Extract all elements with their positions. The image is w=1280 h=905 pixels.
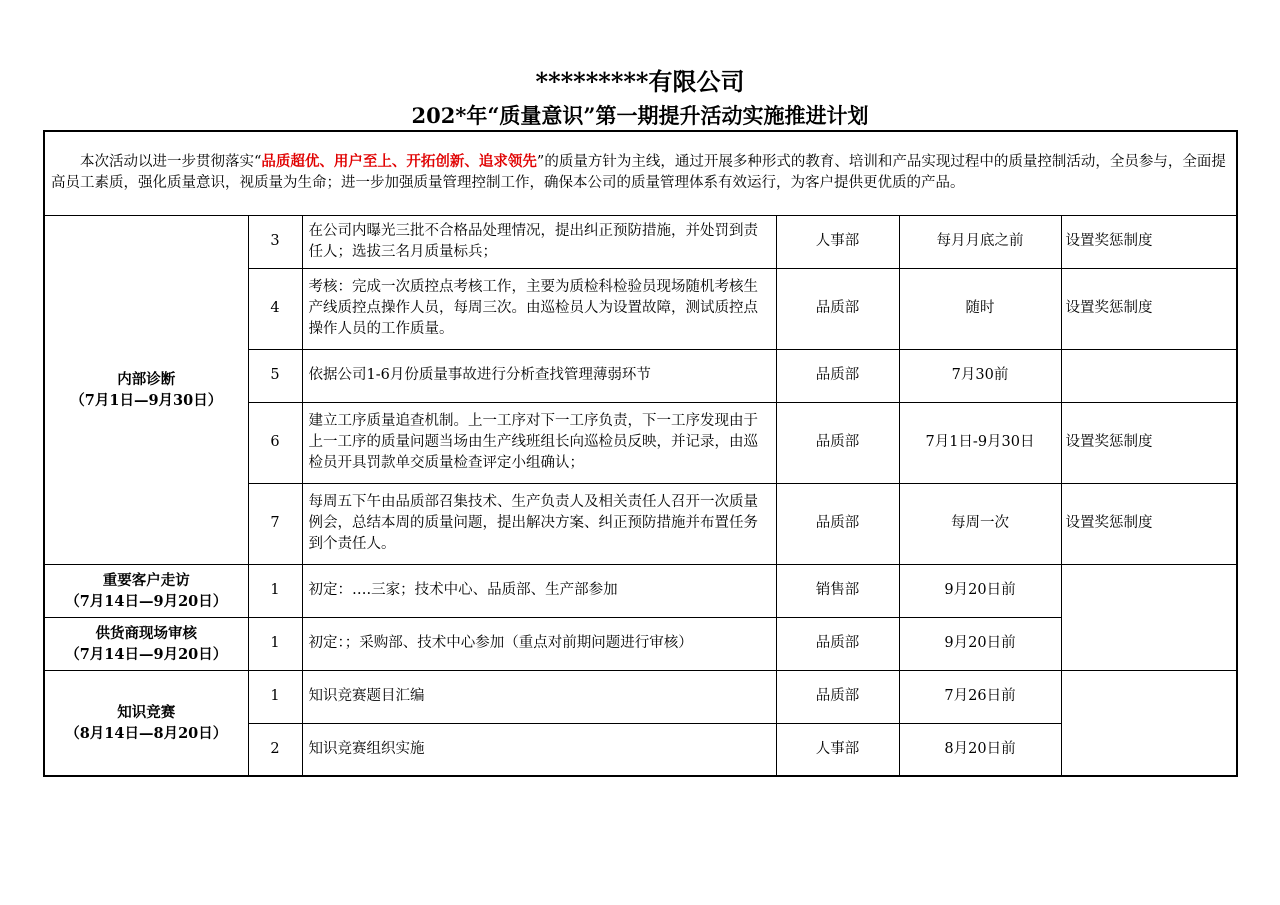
time-cell: 9月20日前 xyxy=(899,617,1061,670)
plan-table xyxy=(43,130,1238,777)
content-cell: 依据公司1-6月份质量事故进行分析查找管理薄弱环节 xyxy=(302,349,776,402)
phase-name: 重要客户走访 xyxy=(102,571,190,589)
seq-cell: 5 xyxy=(248,349,302,402)
dept-cell: 品质部 xyxy=(776,402,899,483)
seq-cell: 1 xyxy=(248,617,302,670)
seq-cell: 3 xyxy=(248,215,302,268)
seq-cell: 6 xyxy=(248,402,302,483)
time-cell: 7月26日前 xyxy=(899,670,1061,723)
phase-name: 供货商现场审核 xyxy=(95,624,197,642)
content-cell: 在公司内曝光三批不合格品处理情况，提出纠正预防措施，并处罚到责任人；选拔三名月质量标兵； xyxy=(302,215,776,268)
content-cell: 建立工序质量追查机制。上一工序对下一工序负责，下一工序发现由于上一工序的质量问题当场由生产线班组长向巡检员反映，并记录，由巡检员开具罚款单交质量检查评定小组确认； xyxy=(302,402,776,483)
note-cell xyxy=(1061,349,1237,402)
time-cell: 每月月底之前 xyxy=(899,215,1061,268)
time-cell: 7月30前 xyxy=(899,349,1061,402)
dept-cell: 品质部 xyxy=(776,670,899,723)
seq-cell: 1 xyxy=(248,564,302,617)
content-cell: 知识竞赛组织实施 xyxy=(302,723,776,776)
company-title: *********有限公司 xyxy=(535,67,745,96)
content-cell: 初定：….三家；技术中心、品质部、生产部参加 xyxy=(302,564,776,617)
note-cell: 设置奖惩制度 xyxy=(1061,268,1237,349)
dept-cell: 销售部 xyxy=(776,564,899,617)
table-row xyxy=(44,670,1237,723)
seq-cell: 4 xyxy=(248,268,302,349)
time-cell: 9月20日前 xyxy=(899,564,1061,617)
phase-period: （8月14日—8月20日） xyxy=(65,724,228,742)
seq-cell: 1 xyxy=(248,670,302,723)
phase-cell-internal-diagnosis xyxy=(44,215,248,564)
dept-cell: 品质部 xyxy=(776,349,899,402)
quality-policy-highlight: 品质超优、用户至上、开拓创新、追求领先 xyxy=(261,152,537,170)
intro-text-before: 本次活动以进一步贯彻落实“ xyxy=(80,153,262,170)
table-row xyxy=(44,215,1237,268)
note-cell: 设置奖惩制度 xyxy=(1061,402,1237,483)
phase-period: （7月14日—9月20日） xyxy=(65,592,228,610)
intro-paragraph xyxy=(44,131,1237,215)
plan-title: 202*年“质量意识”第一期提升活动实施推进计划 xyxy=(411,103,869,128)
seq-cell: 7 xyxy=(248,483,302,564)
dept-cell: 品质部 xyxy=(776,617,899,670)
phase-cell-supplier-audit xyxy=(44,617,248,670)
note-cell xyxy=(1061,670,1237,776)
phase-period: （7月1日—9月30日） xyxy=(70,391,223,409)
dept-cell: 人事部 xyxy=(776,723,899,776)
note-cell: 设置奖惩制度 xyxy=(1061,483,1237,564)
note-cell xyxy=(1061,564,1237,670)
dept-cell: 品质部 xyxy=(776,268,899,349)
phase-cell-knowledge-contest xyxy=(44,670,248,776)
dept-cell: 人事部 xyxy=(776,215,899,268)
note-cell: 设置奖惩制度 xyxy=(1061,215,1237,268)
content-cell: 初定：；采购部、技术中心参加（重点对前期问题进行审核） xyxy=(302,617,776,670)
table-row xyxy=(44,564,1237,617)
intro-text-after: ”的质量方针为主线，通过开展多种形式的教育、培训和产品实现过程中的质量控制活动，全员参与，全面提高员工素质，强化质量意识，视质量为生命；进一步加强质量管理控制工作，确保本公司的质量管理体系有效运行，为客户提供更优质的产品。 xyxy=(51,153,1226,191)
content-cell: 每周五下午由品质部召集技术、生产负责人及相关责任人召开一次质量例会，总结本周的质量问题，提出解决方案、纠正预防措施并布置任务到个责任人。 xyxy=(302,483,776,564)
phase-name: 知识竞赛 xyxy=(117,703,176,721)
time-cell: 每周一次 xyxy=(899,483,1061,564)
phase-period: （7月14日—9月20日） xyxy=(65,645,228,663)
phase-cell-key-customer-visit xyxy=(44,564,248,617)
table-row xyxy=(44,617,1237,670)
time-cell: 随时 xyxy=(899,268,1061,349)
seq-cell: 2 xyxy=(248,723,302,776)
dept-cell: 品质部 xyxy=(776,483,899,564)
time-cell: 7月1日-9月30日 xyxy=(899,402,1061,483)
content-cell: 考核：完成一次质控点考核工作，主要为质检科检验员现场随机考核生产线质控点操作人员，每周三次。由巡检员人为设置故障，测试质控点操作人员的工作质量。 xyxy=(302,268,776,349)
time-cell: 8月20日前 xyxy=(899,723,1061,776)
phase-name: 内部诊断 xyxy=(117,370,176,388)
content-cell: 知识竞赛题目汇编 xyxy=(302,670,776,723)
